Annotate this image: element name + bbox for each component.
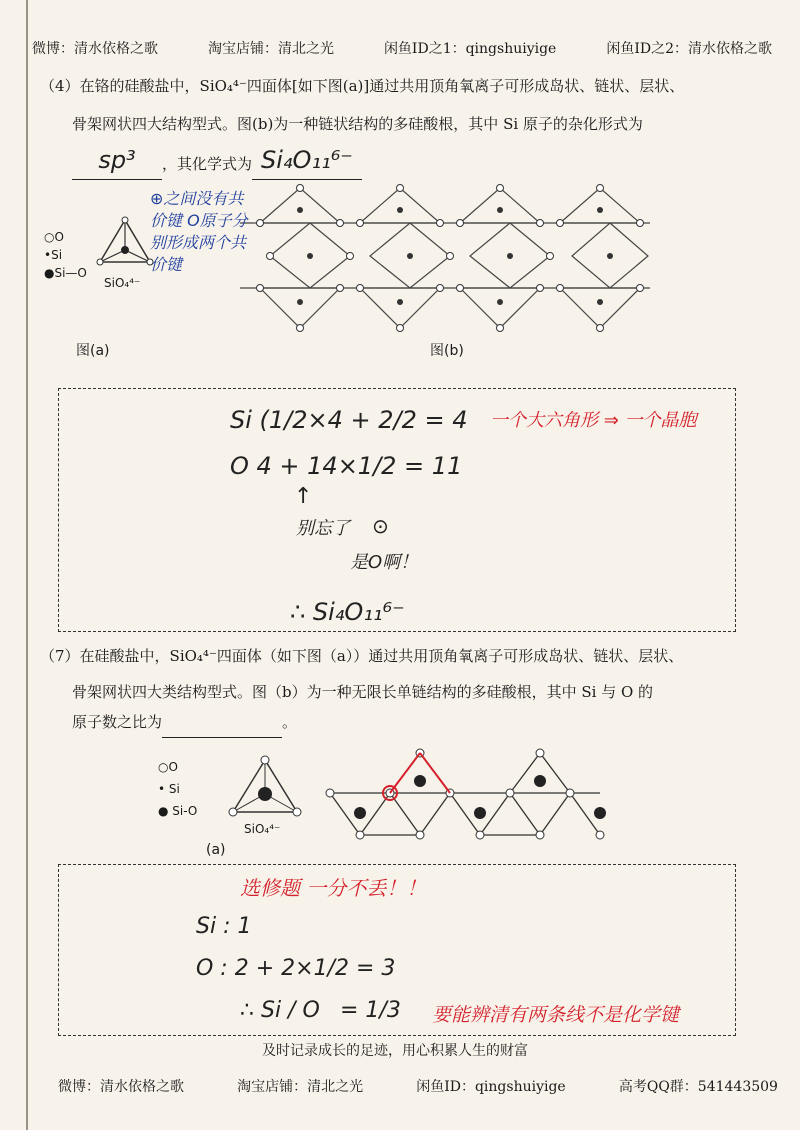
footer-qq: 高考QQ群：541443509 xyxy=(618,1079,778,1095)
q7-line3 xyxy=(72,706,297,738)
q7-red-note: 选修题 一分不丢！！ xyxy=(240,876,427,900)
q4-calc-yes: 是O啊！ xyxy=(350,552,419,573)
q4-legend-sio: ●Si—O xyxy=(44,266,87,280)
q7-chain-figure xyxy=(320,745,610,855)
header-xianyu1: 闲鱼ID之1：qingshuiyige xyxy=(383,41,557,57)
q4-calc-si: Si (1/2×4 + 2/2 = 4 xyxy=(230,406,468,434)
q7-ratio-blank xyxy=(162,715,282,738)
page-margin-line xyxy=(26,0,28,1130)
q7-legend xyxy=(158,756,197,822)
q4-formula-label: ，其化学式为 xyxy=(162,155,253,173)
q7-tetrahedron-figure xyxy=(225,752,305,832)
q4-formula-blank xyxy=(252,144,362,180)
q4-formula-answer: Si₄O₁₁⁶⁻ xyxy=(261,146,353,174)
q4-line2: 骨架网状四大结构型式。图(b)为一种链状结构的多硅酸根，其中 Si 原子的杂化形式为 xyxy=(72,115,643,133)
q4-fig-a-label: 图(a) xyxy=(76,343,110,359)
q4-chain-figure xyxy=(230,178,660,338)
q4-legend-o: ○O xyxy=(44,230,64,244)
q4-calc-forget: 别忘了 xyxy=(296,518,350,539)
q7-calc-ratio-left: ∴ Si / O xyxy=(240,998,320,1023)
q7-legend-sio: ● Si-O xyxy=(158,804,198,818)
footer-slogan: 及时记录成长的足迹，用心积累人生的财富 xyxy=(262,1043,528,1059)
q7-ratio-end: 。 xyxy=(282,713,298,731)
q7-label-sio4: SiO₄⁴⁻ xyxy=(244,822,281,836)
footer-taobao: 淘宝店铺：清北之光 xyxy=(237,1079,364,1095)
q4-legend xyxy=(44,228,87,282)
q7-ratio-label: 原子数之比为 xyxy=(72,713,163,731)
q4-line3 xyxy=(72,144,732,180)
q4-tetrahedron-figure xyxy=(95,212,155,282)
q4-line1: （4）在铬的硅酸盐中，SiO₄⁴⁻四面体[如下图(a)]通过共用顶角氧离子可形成岛状、链状、层状、 xyxy=(40,77,685,95)
q7-calc-si: Si : 1 xyxy=(196,914,252,939)
header-xianyu2: 闲鱼ID之2：清水依格之歌 xyxy=(606,41,772,57)
q4-fig-b-label: 图(b) xyxy=(430,343,464,359)
q7-legend-si: • Si xyxy=(158,782,180,796)
q7-fig-a-label: (a) xyxy=(206,842,226,858)
header-weibo: 微博：清水依格之歌 xyxy=(32,41,158,57)
q7-line1: （7）在硅酸盐中，SiO₄⁴⁻四面体（如下图（a））通过共用顶角氧离子可形成岛状、链状、层状、 xyxy=(40,647,684,665)
q4-calc-o: O 4 + 14×1/2 = 11 xyxy=(230,452,463,480)
q4-blue-note: ⊕之间没有共价键 O原子分别形成两个共价键 xyxy=(150,189,248,274)
page-header xyxy=(32,38,772,58)
footer-xianyu: 闲鱼ID：qingshuiyige xyxy=(416,1079,566,1095)
q4-legend-si: •Si xyxy=(44,248,63,262)
q4-hybrid-blank xyxy=(72,144,162,180)
header-taobao: 淘宝店铺：清北之光 xyxy=(207,41,334,57)
q7-line2: 骨架网状四大类结构型式。图（b）为一种无限长单链结构的多硅酸根，其中 Si 与 O 的 xyxy=(72,683,654,701)
q4-calc-circle: ⊙ xyxy=(372,514,389,538)
q7-legend-o: ○O xyxy=(158,760,178,774)
footer-weibo: 微博：清水依格之歌 xyxy=(58,1079,184,1095)
q7-red-note-bonds: 要能辨清有两条线不是化学键 xyxy=(432,1004,680,1026)
q7-calc-o: O : 2 + 2×1/2 = 3 xyxy=(196,956,396,981)
q4-calc-arrow: ↑ xyxy=(294,484,313,509)
q7-calc-ratio-right: = 1/3 xyxy=(340,998,401,1023)
page-footer xyxy=(58,1076,778,1096)
q4-calc-result: ∴ Si₄O₁₁⁶⁻ xyxy=(290,598,405,626)
q4-label-sio4: SiO₄⁴⁻ xyxy=(104,276,141,290)
q4-hybrid-answer: sp³ xyxy=(98,146,136,174)
q4-calc-si-note: 一个大六角形 ⇒ 一个晶胞 xyxy=(490,410,697,431)
